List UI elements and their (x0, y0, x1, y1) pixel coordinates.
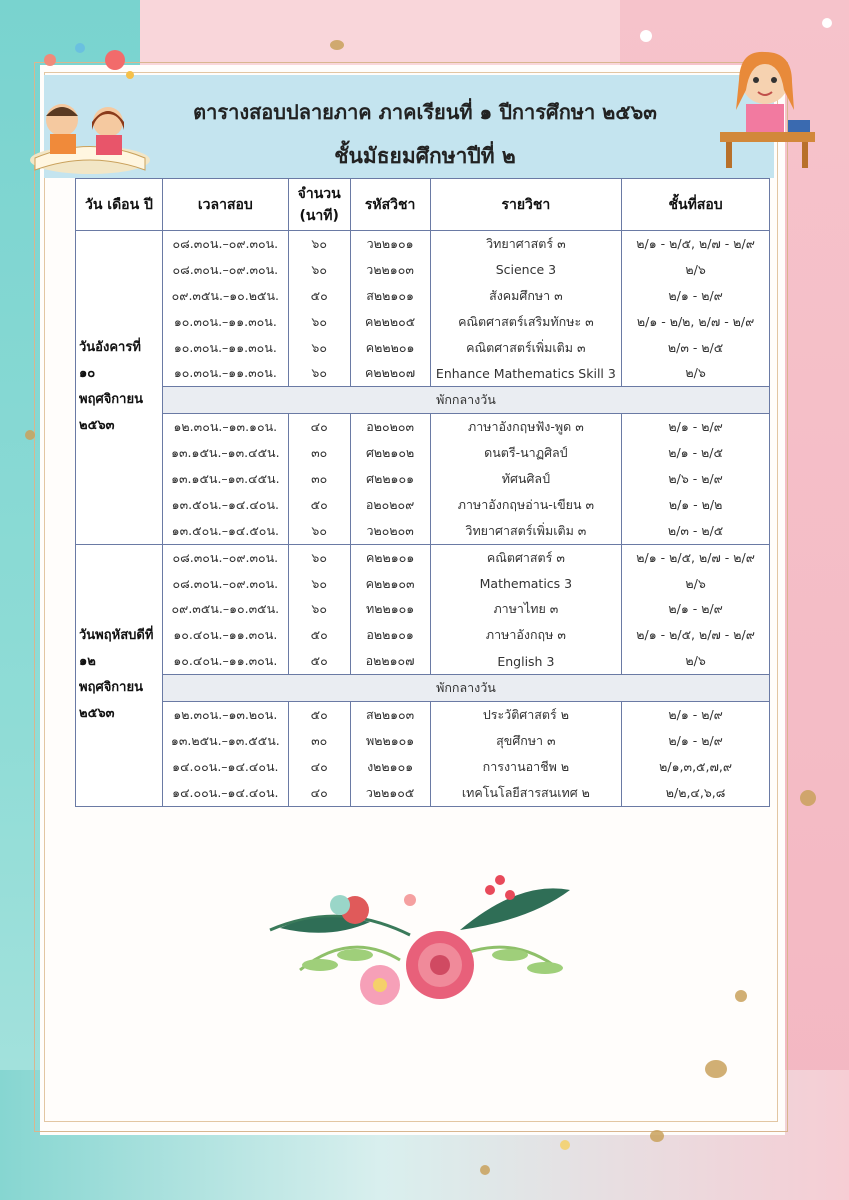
cell-time: ๐๘.๓๐น.–๐๙.๓๐น. (162, 571, 288, 597)
page-title: ตารางสอบปลายภาค ภาคเรียนที่ ๑ ปีการศึกษา ๒๕๖๓ (193, 100, 657, 124)
cell-room: ๒/๖ (622, 360, 770, 386)
gold-fleck (480, 1165, 490, 1175)
table-row (76, 518, 770, 544)
table-header-row (76, 179, 770, 231)
table-row (76, 544, 770, 570)
cell-subject: เทคโนโลยีสารสนเทศ ๒ (430, 780, 622, 806)
cell-subject: Science 3 (430, 257, 622, 283)
table-row (76, 257, 770, 283)
cell-time: ๐๙.๓๕น.–๑๐.๒๕น. (162, 283, 288, 309)
cell-duration: ๓๐ (288, 466, 350, 492)
cell-time: ๑๓.๒๕น.–๑๓.๕๕น. (162, 728, 288, 754)
cell-duration: ๕๐ (288, 492, 350, 518)
cell-code: ว๒๒๑๐๑ (350, 231, 430, 257)
cell-duration: ๖๐ (288, 231, 350, 257)
cell-time: ๐๘.๓๐น.–๐๙.๓๐น. (162, 257, 288, 283)
cell-room: ๒/๑ - ๒/๙ (622, 702, 770, 728)
header-duration-line1: จำนวน (297, 185, 341, 202)
cell-time: ๑๔.๐๐น.–๑๔.๔๐น. (162, 754, 288, 780)
cell-time: ๑๐.๔๐น.–๑๑.๓๐น. (162, 648, 288, 674)
table-row (76, 648, 770, 674)
cell-room: ๒/๒,๔,๖,๘ (622, 780, 770, 806)
cell-duration: ๖๐ (288, 309, 350, 335)
day-line: พฤศจิกายน (79, 392, 143, 408)
lunch-break-cell: พักกลางวัน (162, 387, 769, 414)
cell-time: ๑๓.๑๕น.–๑๓.๔๕น. (162, 466, 288, 492)
cell-code: ว๒๒๑๐๓ (350, 257, 430, 283)
cell-subject: Mathematics 3 (430, 571, 622, 597)
gold-fleck (735, 990, 747, 1002)
day-line: ๒๕๖๓ (79, 706, 115, 722)
header-time: เวลาสอบ (162, 179, 288, 231)
cell-room: ๒/๑ - ๒/๕, ๒/๗ - ๒/๙ (622, 622, 770, 648)
cell-code: ท๒๒๑๐๑ (350, 596, 430, 622)
cell-room: ๒/๑ - ๒/๙ (622, 596, 770, 622)
cell-duration: ๖๐ (288, 518, 350, 544)
lunch-break-cell: พักกลางวัน (162, 675, 769, 702)
cell-room: ๒/๖ (622, 571, 770, 597)
cell-room: ๒/๓ - ๒/๕ (622, 518, 770, 544)
confetti-dot (640, 30, 652, 42)
table-row (76, 309, 770, 335)
header-subject: รายวิชา (430, 179, 622, 231)
table-row (76, 231, 770, 257)
day-line: ๒๕๖๓ (79, 418, 115, 434)
table-body (76, 231, 770, 807)
header-duration-line2: (นาที) (299, 207, 339, 224)
cell-room: ๒/๖ (622, 257, 770, 283)
cell-duration: ๔๐ (288, 414, 350, 440)
cell-code: อ๒๐๒๐๙ (350, 492, 430, 518)
cell-duration: ๕๐ (288, 702, 350, 728)
cell-time: ๑๓.๑๕น.–๑๓.๔๕น. (162, 440, 288, 466)
flower-bouquet-illustration (260, 860, 600, 1040)
cell-code: ว๒๐๒๐๓ (350, 518, 430, 544)
table-row (76, 440, 770, 466)
cell-subject: English 3 (430, 648, 622, 674)
cell-code: ค๒๒๒๐๕ (350, 309, 430, 335)
cell-duration: ๖๐ (288, 571, 350, 597)
cell-time: ๑๐.๓๐น.–๑๑.๓๐น. (162, 360, 288, 386)
gold-fleck (800, 790, 816, 806)
table-row (76, 335, 770, 361)
cell-subject: ภาษาอังกฤษอ่าน-เขียน ๓ (430, 492, 622, 518)
kids-reading-illustration (20, 30, 160, 180)
table-row (76, 571, 770, 597)
cell-time: ๑๐.๓๐น.–๑๑.๓๐น. (162, 309, 288, 335)
break-row (76, 387, 770, 414)
cell-time: ๑๐.๓๐น.–๑๑.๓๐น. (162, 335, 288, 361)
cell-duration: ๕๐ (288, 648, 350, 674)
header-duration (288, 179, 350, 231)
cell-duration: ๔๐ (288, 780, 350, 806)
cell-room: ๒/๑ - ๒/๙ (622, 728, 770, 754)
table-row (76, 622, 770, 648)
cell-subject: ทัศนศิลป์ (430, 466, 622, 492)
cell-code: อ๒๐๒๐๓ (350, 414, 430, 440)
cell-code: ศ๒๒๑๐๑ (350, 466, 430, 492)
day-line: ๑๐ (79, 366, 96, 382)
cell-code: ว๒๒๑๐๕ (350, 780, 430, 806)
cell-code: ส๒๒๑๐๑ (350, 283, 430, 309)
table-row (76, 596, 770, 622)
cell-duration: ๕๐ (288, 622, 350, 648)
cell-subject: วิทยาศาสตร์เพิ่มเติม ๓ (430, 518, 622, 544)
day-line: วันอังคารที่ (79, 340, 141, 356)
cell-time: ๑๔.๐๐น.–๑๔.๔๐น. (162, 780, 288, 806)
cell-room: ๒/๑ - ๒/๙ (622, 283, 770, 309)
cell-code: ค๒๒๒๐๑ (350, 335, 430, 361)
cell-room: ๒/๑ - ๒/๙ (622, 414, 770, 440)
cell-duration: ๖๐ (288, 596, 350, 622)
cell-time: ๑๓.๕๐น.–๑๔.๔๐น. (162, 492, 288, 518)
cell-subject: สุขศึกษา ๓ (430, 728, 622, 754)
table-row (76, 283, 770, 309)
day-line: พฤศจิกายน (79, 680, 143, 696)
cell-room: ๒/๖ (622, 648, 770, 674)
cell-code: ค๒๒๒๐๗ (350, 360, 430, 386)
cell-time: ๑๒.๓๐น.–๑๓.๒๐น. (162, 702, 288, 728)
cell-code: ศ๒๒๑๐๒ (350, 440, 430, 466)
table-row (76, 702, 770, 728)
confetti-dot (822, 18, 832, 28)
confetti-dot (560, 1140, 570, 1150)
table-row (76, 728, 770, 754)
cell-time: ๐๘.๓๐น.–๐๙.๓๐น. (162, 544, 288, 570)
cell-room: ๒/๑ - ๒/๒ (622, 492, 770, 518)
cell-duration: ๓๐ (288, 728, 350, 754)
cell-duration: ๖๐ (288, 544, 350, 570)
cell-duration: ๓๐ (288, 440, 350, 466)
cell-room: ๒/๑ - ๒/๕, ๒/๗ - ๒/๙ (622, 231, 770, 257)
table-row (76, 780, 770, 806)
cell-time: ๐๙.๓๕น.–๑๐.๓๕น. (162, 596, 288, 622)
day-cell (76, 544, 163, 806)
cell-room: ๒/๑ - ๒/๕ (622, 440, 770, 466)
cell-subject: สังคมศึกษา ๓ (430, 283, 622, 309)
table-row (76, 360, 770, 386)
cell-time: ๐๘.๓๐น.–๐๙.๓๐น. (162, 231, 288, 257)
cell-duration: ๔๐ (288, 754, 350, 780)
cell-subject: คณิตศาสตร์เสริมทักษะ ๓ (430, 309, 622, 335)
cell-duration: ๕๐ (288, 283, 350, 309)
table-row (76, 466, 770, 492)
day-cell (76, 231, 163, 545)
cell-room: ๒/๑ - ๒/๕, ๒/๗ - ๒/๙ (622, 544, 770, 570)
cell-subject: ภาษาไทย ๓ (430, 596, 622, 622)
gold-fleck (25, 430, 35, 440)
cell-room: ๒/๖ - ๒/๙ (622, 466, 770, 492)
girl-at-desk-illustration (710, 40, 820, 170)
cell-code: พ๒๒๑๐๑ (350, 728, 430, 754)
gold-fleck (330, 40, 344, 50)
cell-subject: ภาษาอังกฤษฟัง-พูด ๓ (430, 414, 622, 440)
cell-time: ๑๐.๔๐น.–๑๑.๓๐น. (162, 622, 288, 648)
cell-subject: ดนตรี-นาฏศิลป์ (430, 440, 622, 466)
cell-code: ค๒๒๑๐๓ (350, 571, 430, 597)
gold-fleck (705, 1060, 727, 1078)
cell-subject: ประวัติศาสตร์ ๒ (430, 702, 622, 728)
cell-duration: ๖๐ (288, 335, 350, 361)
break-row (76, 675, 770, 702)
cell-subject: วิทยาศาสตร์ ๓ (430, 231, 622, 257)
cell-room: ๒/๓ - ๒/๕ (622, 335, 770, 361)
cell-time: ๑๒.๓๐น.–๑๓.๑๐น. (162, 414, 288, 440)
cell-code: อ๒๒๑๐๑ (350, 622, 430, 648)
header-code: รหัสวิชา (350, 179, 430, 231)
cell-code: ค๒๒๑๐๑ (350, 544, 430, 570)
cell-subject: การงานอาชีพ ๒ (430, 754, 622, 780)
cell-code: ส๒๒๑๐๓ (350, 702, 430, 728)
cell-code: อ๒๒๑๐๗ (350, 648, 430, 674)
table-row (76, 492, 770, 518)
cell-subject: Enhance Mathematics Skill 3 (430, 360, 622, 386)
cell-duration: ๖๐ (288, 257, 350, 283)
cell-code: ง๒๒๑๐๑ (350, 754, 430, 780)
cell-time: ๑๓.๕๐น.–๑๔.๕๐น. (162, 518, 288, 544)
gold-fleck (650, 1130, 664, 1142)
header-day: วัน เดือน ปี (76, 179, 163, 231)
cell-room: ๒/๑,๓,๕,๗,๙ (622, 754, 770, 780)
day-line: วันพฤหัสบดีที่ (79, 628, 154, 644)
header-room: ชั้นที่สอบ (622, 179, 770, 231)
cell-room: ๒/๑ - ๒/๒, ๒/๗ - ๒/๙ (622, 309, 770, 335)
cell-subject: คณิตศาสตร์ ๓ (430, 544, 622, 570)
page-subtitle: ชั้นมัธยมศึกษาปีที่ ๒ (334, 144, 516, 168)
exam-schedule-table (75, 178, 770, 807)
cell-subject: ภาษาอังกฤษ ๓ (430, 622, 622, 648)
table-row (76, 754, 770, 780)
table-row (76, 414, 770, 440)
cell-subject: คณิตศาสตร์เพิ่มเติม ๓ (430, 335, 622, 361)
day-line: ๑๒ (79, 654, 96, 670)
cell-duration: ๖๐ (288, 360, 350, 386)
